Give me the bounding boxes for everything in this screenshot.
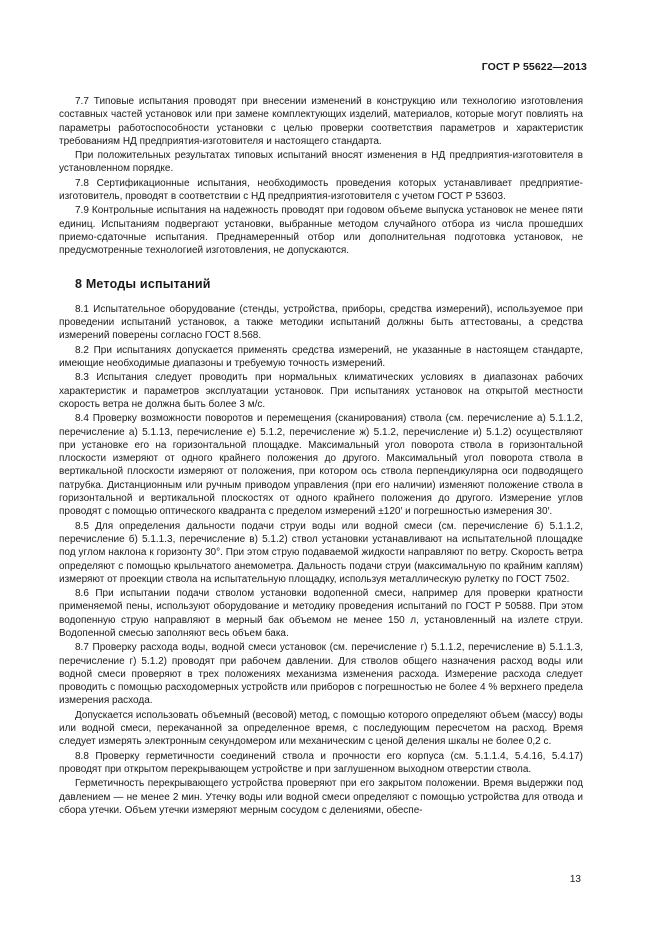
paragraph-8-8-continued: Герметичность перекрывающего устройства проверяют при его закрытом положении. Время выдержки под давлением — не менее 2 мин. Утечку воды или водной смеси определяют с помощью устройства для отвода и сбора утечки. Объем утечки измеряют мерным сосудом с делениями, обеспе- <box>59 778 583 816</box>
paragraph-8-4: 8.4 Проверку возможности поворотов и перемещения (сканирования) ствола (см. перечисление а) 5.1.1.2, перечисление а) 5.1.13, перечисление е) 5.1.2, перечисление ж) 5.1.2, перечисление и) 5.1.2) осуществляют при установке его на горизонтальной площадке. Максимальный угол поворота ствола в горизонтальной плоскости измеряют от одного крайнего положения до другого. Максимальный угол поворота ствола в вертикальной плоскости измеряют от положения, при котором ось ствола перпендикулярна оси подводящего патрубка. Дистанционным или ручным приводом управления (при его наличии) изменяют положение ствола в горизонтальной и вертикальной плоскостях от одного крайнего положения до другого. Измерение углов проводят с помощью оптического квадранта с пределом измерений ±120′ и погрешностью измерения 30′. <box>59 413 583 518</box>
paragraph-7-9: 7.9 Контрольные испытания на надежность проводят при годовом объеме выпуска установок не менее пяти единиц. Испытаниям подвергают установки, выбранные методом случайного отбора из числа прошедших приемо-сдаточные испытания. Преднамеренный отбор или дополнительная подготовка установок, не предусмотренные технологией изготовления, не допускаются. <box>59 205 583 257</box>
paragraph-8-7: 8.7 Проверку расхода воды, водной смеси установок (см. перечисление г) 5.1.1.2, перечисление в) 5.1.1.3, перечисление г) 5.1.2) проводят при рабочем давлении. Для стволов общего назначения расход воды или водной смеси проверяют в трех положениях механизма изменения расхода. Измерение расхода следует проводить с помощью расходомерных устройств или приборов с погрешностью не более 4 % верхнего предела измерения расхода. <box>59 642 583 707</box>
section-heading-8: 8 Методы испытаний <box>75 276 211 291</box>
paragraph-8-8: 8.8 Проверку герметичности соединений ствола и прочности его корпуса (см. 5.1.1.4, 5.4.16, 5.4.17) проводят при открытом перекрывающем устройстве и при заглушенном выходном отверстии ствола. <box>59 750 583 775</box>
paragraph-7-7-continued: При положительных результатах типовых испытаний вносят изменения в НД предприятия-изготовителя в установленном порядке. <box>59 150 583 175</box>
paragraph-8-6: 8.6 При испытании подачи стволом установки водопенной смеси, например для проверки кратности применяемой пены, используют оборудование и методику проведения испытаний по ГОСТ Р 50588. При этом водопенную струю направляют в мерный бак объемом не менее 150 л, установленный на излете струи. Водопенной смесью заполняют весь объем бака. <box>59 588 583 639</box>
standard-header: ГОСТ Р 55622—2013 <box>481 61 587 73</box>
paragraph-8-5: 8.5 Для определения дальности подачи струи воды или водной смеси (см. перечисление б) 5.1.1.2, перечисление б) 5.1.1.3, перечисление в) 5.1.2) ствол установки устанавливают на испытательной площадке под углом наклона к горизонту 30°. При этом струю подаваемой жидкости направляют по ветру. Скорость ветра определяют с помощью крыльчатого анемометра. Дальность подачи струи (максимальную по крайним каплям) измеряют от проекции ствола на испытательную площадку, используя металлическую рулетку по ГОСТ 7502. <box>59 520 583 585</box>
page-number: 13 <box>569 874 581 885</box>
paragraph-8-7-continued: Допускается использовать объемный (весовой) метод, с помощью которого определяют объем (массу) воды или водной смеси, перекачанной за определенное время, с последующим пересчетом на расход. Время следует измерять электронным секундомером или механическим с ценой деления шкалы не более 0,2 с. <box>59 709 583 748</box>
document-body <box>59 95 583 817</box>
paragraph-8-2: 8.2 При испытаниях допускается применять средства измерений, не указанные в настоящем стандарте, имеющие необходимые диапазоны и требуемую точность измерений. <box>59 344 583 370</box>
paragraph-7-8: 7.8 Сертификационные испытания, необходимость проведения которых устанавливает предприятие-изготовитель, проводят в соответствии с НД предприятия-изготовителя с учетом ГОСТ Р 53603. <box>59 177 583 203</box>
paragraph-7-7: 7.7 Типовые испытания проводят при внесении изменений в конструкцию или технологию изготовления составных частей установок или при замене комплектующих изделий, материалов, которые могут повлиять на параметры работоспособности установки с целью проверки соответствия параметров и характеристик требованиям НД предприятия-изготовителя и настоящего стандарта. <box>59 96 583 147</box>
paragraph-8-3: 8.3 Испытания следует проводить при нормальных климатических условиях в диапазонах рабочих характеристик и параметров эксплуатации установок. При испытаниях установок на открытой местности скорость ветра не должна быть более 3 м/с. <box>59 372 583 410</box>
paragraph-8-1: 8.1 Испытательное оборудование (стенды, устройства, приборы, средства измерений), используемое при проведении испытаний установок, а также методики испытаний должны быть аттестованы, а средства измерений поверены согласно ГОСТ 8.568. <box>59 303 583 342</box>
